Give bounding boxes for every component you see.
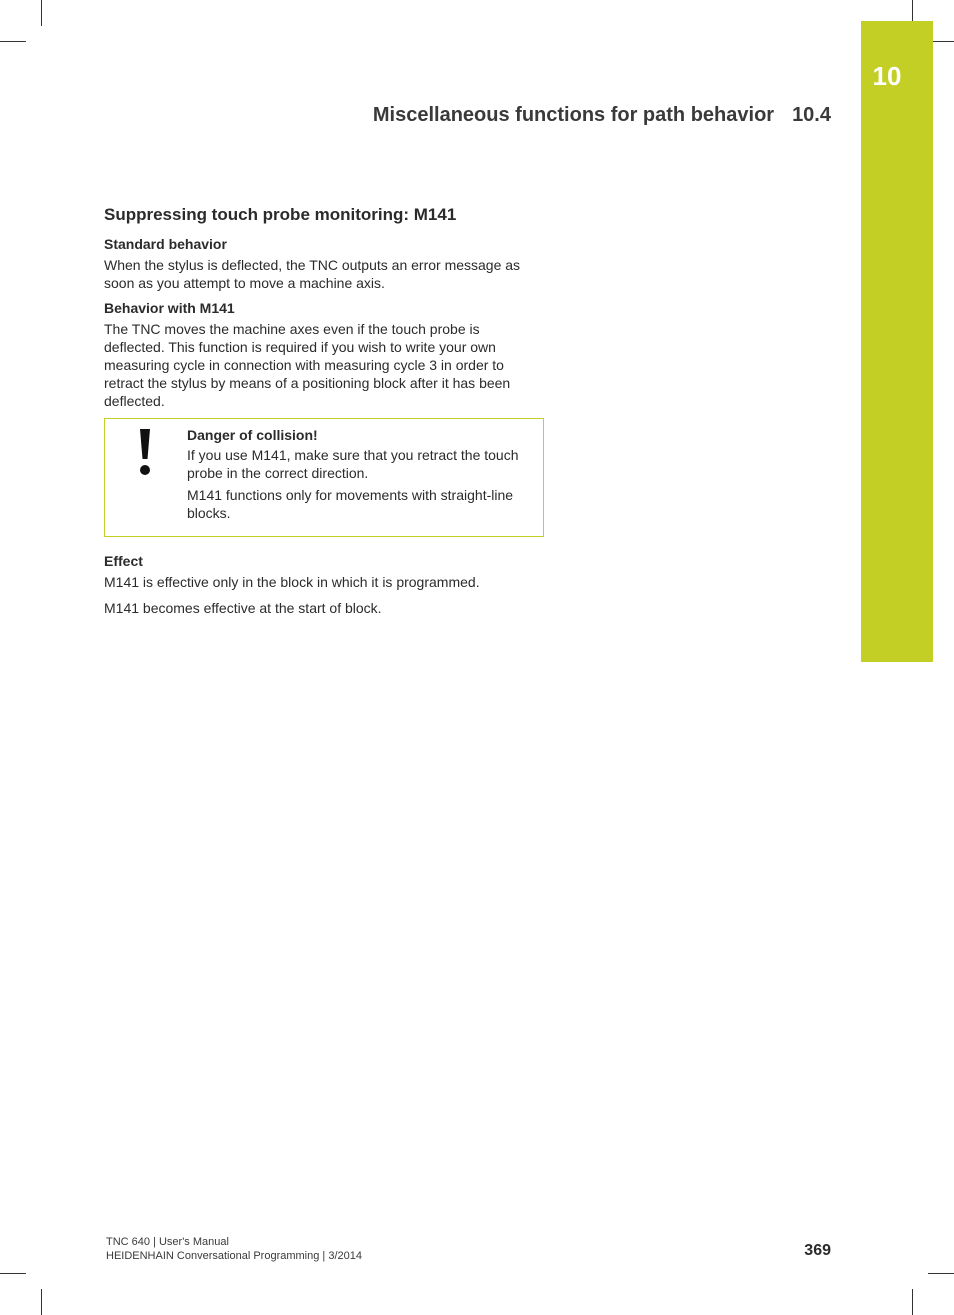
m141-text: The TNC moves the machine axes even if the touch probe is deflected. This function is required if you wish to write your own measuring cycle in connection with measuring cycle 3 in order to retract the stylus by means of a positioning block after it has been deflected.	[104, 321, 511, 409]
main-content	[104, 205, 544, 625]
crop-mark	[41, 0, 42, 26]
footer-line-2: HEIDENHAIN Conversational Programming | 3/2014	[106, 1250, 362, 1262]
footer-line-1: TNC 640 | User's Manual	[106, 1236, 229, 1248]
page-number: 369	[804, 1242, 831, 1259]
chapter-tab	[861, 21, 933, 662]
warning-note	[104, 418, 544, 537]
section-title: Suppressing touch probe monitoring: M141	[104, 205, 457, 224]
crop-mark	[41, 1289, 42, 1315]
effect-text-2: M141 becomes effective at the start of block.	[104, 600, 382, 616]
crop-mark	[912, 1289, 913, 1315]
chapter-number: 10	[872, 61, 902, 91]
note-text-2: M141 functions only for movements with straight-line blocks.	[187, 487, 514, 521]
note-text-1: If you use M141, make sure that you retract the touch probe in the correct direction.	[187, 447, 519, 481]
running-header	[373, 104, 831, 127]
footer	[106, 1235, 362, 1263]
effect-text-1: M141 is effective only in the block in which it is programmed.	[104, 574, 480, 590]
m141-heading: Behavior with M141	[104, 300, 235, 316]
note-heading: Danger of collision!	[187, 427, 318, 443]
exclamation-icon	[135, 429, 155, 477]
standard-text: When the stylus is deflected, the TNC outputs an error message as soon as you attempt to move a machine axis.	[104, 257, 521, 291]
standard-heading: Standard behavior	[104, 236, 227, 252]
effect-heading: Effect	[104, 553, 143, 569]
crop-mark	[928, 1273, 954, 1274]
header-section: 10.4	[792, 104, 831, 126]
crop-mark	[0, 41, 26, 42]
header-title: Miscellaneous functions for path behavior	[372, 104, 775, 126]
crop-mark	[0, 1273, 26, 1274]
